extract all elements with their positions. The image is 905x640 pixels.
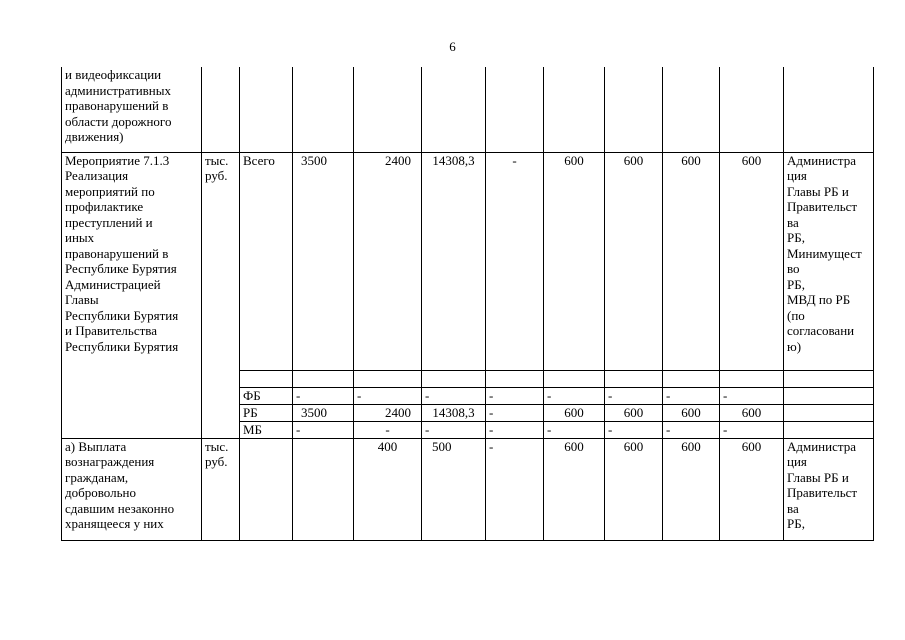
value-cell: 3500 [293,404,354,421]
value-cell: - [486,152,544,370]
source-cell [240,370,293,387]
value-cell [605,370,663,387]
source-cell [240,438,293,540]
page-number: 6 [449,39,456,54]
value-cell: - [486,387,544,404]
value-cell: - [720,421,784,438]
value-cell: - [720,387,784,404]
source-cell: ФБ [240,387,293,404]
program-table [61,67,874,541]
value-cell: - [422,421,486,438]
executor-cell [784,421,874,438]
value-cell [486,370,544,387]
value-cell: 600 [544,404,605,421]
value-cell: - [544,387,605,404]
measure-name-cell: а) Выплата вознаграждения гражданам, добровольно сдавшим незаконно хранящееся у них [62,438,202,540]
value-cell: 14308,3 [422,152,486,370]
value-cell: - [354,421,422,438]
measure-name-cell: Мероприятие 7.1.3 Реализация мероприятий по профилактике преступлений и иных правонарушений в Республике Бурятия Администрацией Главы Республики Бурятия и Правительства Республики Бурятия [62,152,202,438]
source-cell: МБ [240,421,293,438]
value-cell: 2400 [354,152,422,370]
value-cell: 500 [422,438,486,540]
executor-cell [784,404,874,421]
value-cell: - [663,387,720,404]
value-cell: 600 [544,438,605,540]
value-cell [663,370,720,387]
value-cell [663,67,720,152]
table-row [62,152,874,370]
value-cell [720,370,784,387]
value-cell: - [422,387,486,404]
value-cell [422,370,486,387]
measure-name-cell: и видеофиксации административных правонарушений в области дорожного движения) [62,67,202,152]
value-cell: - [354,387,422,404]
value-cell: 2400 [354,404,422,421]
value-cell: 400 [354,438,422,540]
value-cell [293,438,354,540]
value-cell: - [486,404,544,421]
value-cell: 600 [605,438,663,540]
value-cell [544,370,605,387]
value-cell: - [486,438,544,540]
value-cell: - [605,421,663,438]
value-cell: - [293,387,354,404]
value-cell: - [605,387,663,404]
value-cell: 600 [663,438,720,540]
executor-cell: Администра ция Главы РБ и Правительст ва РБ, [784,438,874,540]
value-cell [720,67,784,152]
value-cell [354,370,422,387]
unit-cell: тыс. руб. [202,438,240,540]
table-row [62,438,874,540]
value-cell: 600 [663,152,720,370]
value-cell: 14308,3 [422,404,486,421]
value-cell: 600 [663,404,720,421]
value-cell: 600 [605,152,663,370]
executor-cell [784,387,874,404]
executor-cell: Администра ция Главы РБ и Правительст ва РБ, Минимущест во РБ, МВД по РБ (по согласовани ю) [784,152,874,370]
value-cell [422,67,486,152]
source-cell [240,67,293,152]
value-cell: - [293,421,354,438]
value-cell [293,67,354,152]
value-cell: 600 [720,404,784,421]
value-cell: - [544,421,605,438]
unit-cell: тыс. руб. [202,152,240,438]
value-cell [293,370,354,387]
value-cell: 600 [720,438,784,540]
value-cell [486,67,544,152]
value-cell [354,67,422,152]
value-cell [605,67,663,152]
value-cell: - [486,421,544,438]
value-cell: - [663,421,720,438]
source-cell: РБ [240,404,293,421]
table-row [62,67,874,152]
value-cell [544,67,605,152]
executor-cell [784,370,874,387]
value-cell: 3500 [293,152,354,370]
unit-cell [202,67,240,152]
value-cell: 600 [720,152,784,370]
executor-cell [784,67,874,152]
source-cell: Всего [240,152,293,370]
value-cell: 600 [605,404,663,421]
value-cell: 600 [544,152,605,370]
